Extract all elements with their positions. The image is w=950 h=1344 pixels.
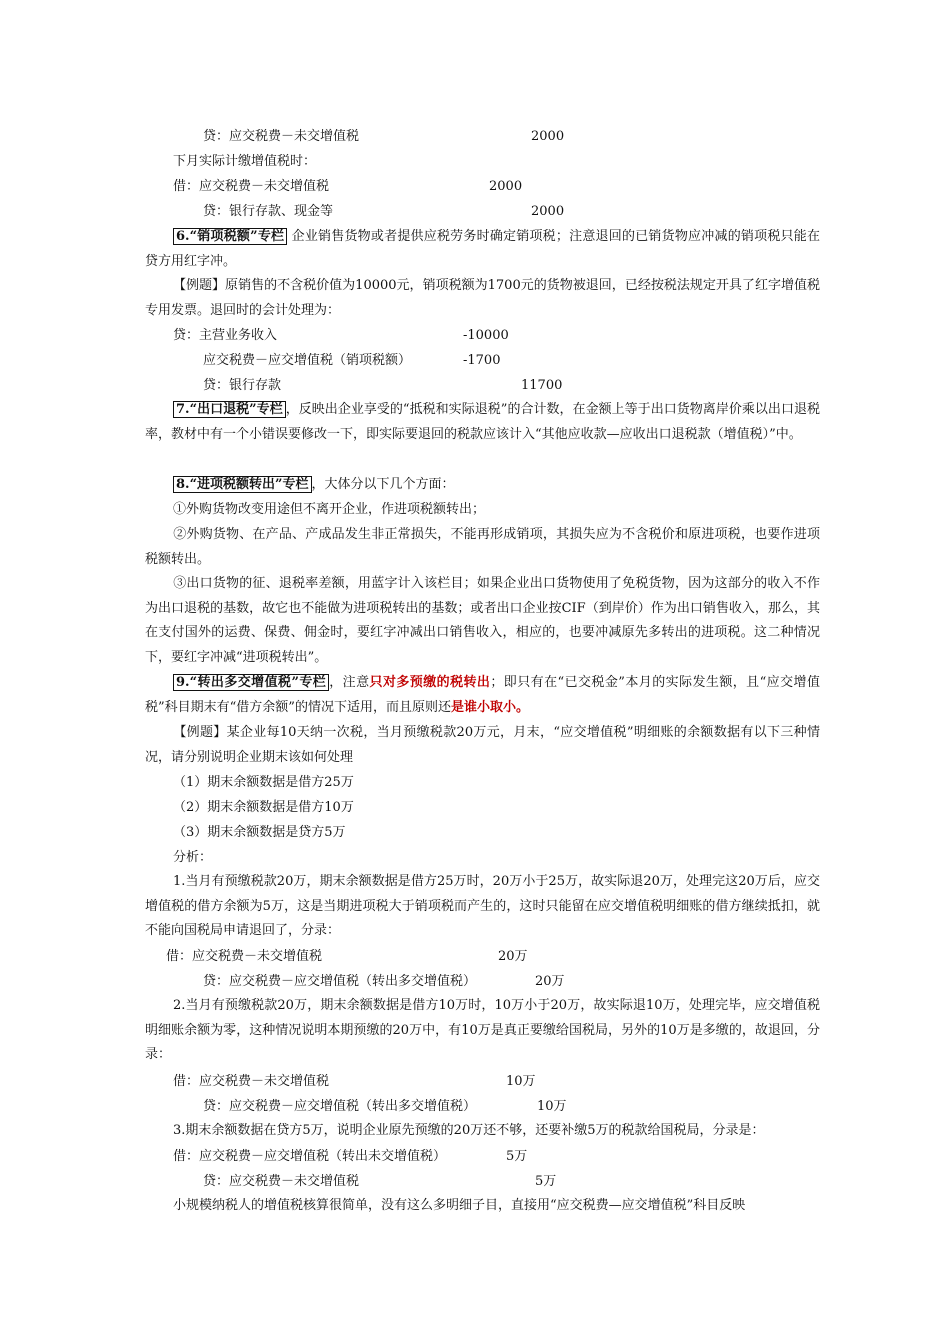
case-item: （3）期末余额数据是贷方5万 [173, 825, 346, 840]
point-text: ③出口货物的征、退税率差额，用蓝字计入该栏目；如果企业出口货物使用了免税货物，因为这部分的收入不作为出口退税的基数，故它也不能做为进项税转出的基数；或者出口企业按CIF（到岸价）作为出口销售收入，那么，其在支付国外的运费、保费、佣金时，要红字冲减出口销售收入，相应的，也要冲减原先多转出的进项税。这二种情况下，要红字冲减“进项税转出”。 [145, 576, 820, 665]
case-item: （2）期末余额数据是借方10万 [173, 800, 354, 815]
analysis-3-paragraph [145, 1119, 820, 1144]
entry-debit-line: 借：应交税费－未交增值税 [173, 179, 330, 194]
section-8-text: ，大体分以下几个方面： [311, 477, 455, 492]
entry-amount: 10万 [537, 1099, 567, 1114]
entry-credit-line: 贷：银行存款 [203, 378, 282, 393]
entry-credit-line: 贷：应交税费－应交增值税（转出多交增值税） [203, 1099, 477, 1114]
section-7-title: 7.“出口退税”专栏 [173, 401, 286, 418]
entry-amount: 20万 [498, 949, 528, 964]
point-text: ②外购货物、在产品、产成品发生非正常损失，不能再形成销项，其损失应为不含税价和原进项税，也要作进项税额转出。 [145, 527, 820, 567]
entry-amount: 2000 [531, 129, 565, 144]
section-7-text: ，反映出企业享受的“抵税和实际退税”的合计数，在金额上等于出口货物离岸价乘以出口退税率，教材中有一个小错误要修改一下，即实际要退回的税款应该计入“其他应收款—应收出口退税款（增值税）”中。 [145, 402, 820, 442]
section-9-text: ；即只有在“已交税金”本月的实际发生额，且“应交增值税”科目期末有“借方余额”的情况下适用，而且原则还 [145, 675, 820, 715]
entry-credit-line: 贷：应交税费－未交增值税 [203, 1174, 360, 1189]
analysis-1-paragraph [145, 870, 820, 944]
entry-debit-line: 借：应交税费－应交增值税（转出未交增值税） [173, 1149, 447, 1164]
example-2-paragraph [145, 721, 820, 770]
analysis-text: 1.当月有预缴税款20万，期末余额数据是借方25万时，20万小于25万，故实际退20万，处理完这20万后，应交增值税的借方余额为5万，这是当期进项税大于销项税而产生的，这时只能留在应交增值税明细账的借方继续抵扣，就不能向国税局申请退回了，分录： [145, 874, 820, 938]
example-2-text: 【例题】某企业每10天纳一次税，当月预缴税款20万元，月末，“应交增值税”明细账的余额数据有以下三种情况，请分别说明企业期末该如何处理 [145, 725, 820, 765]
section-6-paragraph [145, 225, 820, 274]
analysis-heading: 分析： [173, 850, 213, 865]
entry-line: 应交税费－应交增值税（销项税额） [203, 353, 412, 368]
entry-amount: 2000 [489, 179, 523, 194]
entry-credit-line: 贷：应交税费－应交增值税（转出多交增值税） [203, 974, 477, 989]
closing-paragraph [145, 1194, 820, 1219]
entry-credit-line: 贷：银行存款、现金等 [203, 204, 334, 219]
section-8-point-2 [145, 523, 820, 572]
analysis-text: 2.当月有预缴税款20万，期末余额数据是借方10万时，10万小于20万，故实际退10万，处理完毕，应交增值税明细账余额为零，这种情况说明本期预缴的20万中，有10万是真正要缴给国税局，另外的10万是多缴的，故退回，分录： [145, 998, 820, 1062]
closing-text: 小规模纳税人的增值税核算很简单，没有这么多明细子目，直接用“应交税费—应交增值税”科目反映 [173, 1198, 746, 1213]
entry-credit-line: 贷：应交税费－未交增值税 [203, 129, 360, 144]
example-1-paragraph [145, 274, 820, 323]
entry-amount: 10万 [506, 1074, 536, 1089]
section-9-title: 9.“转出多交增值税”专栏 [173, 674, 329, 691]
entry-amount: -1700 [463, 353, 501, 368]
section-8-title: 8.“进项税额转出”专栏 [173, 476, 312, 493]
example-1-text: 【例题】原销售的不含税价值为10000元，销项税额为1700元的货物被退回，已经按税法规定开具了红字增值税专用发票。退回时的会计处理为： [145, 278, 820, 318]
section-6-title: 6.“销项税额”专栏 [173, 228, 287, 245]
case-item: （1）期末余额数据是借方25万 [173, 775, 354, 790]
entry-debit-line: 借：应交税费－未交增值税 [166, 949, 323, 964]
section-8-point-3 [145, 572, 820, 670]
entry-amount: 11700 [521, 378, 563, 393]
section-9-paragraph [145, 671, 820, 720]
entry-credit-line: 贷：主营业务收入 [173, 328, 278, 343]
analysis-2-paragraph [145, 994, 820, 1068]
highlight-text: 只对多预缴的税转出 [369, 675, 491, 690]
text-line: 下月实际计缴增值税时： [173, 154, 317, 169]
section-8-point-1 [145, 498, 820, 523]
section-6-text: 企业销售货物或者提供应税劳务时确定销项税；注意退回的已销货物应冲减的销项税只能在贷方用红字冲。 [145, 229, 820, 269]
entry-debit-line: 借：应交税费－未交增值税 [173, 1074, 330, 1089]
section-9-text: ，注意 [329, 675, 370, 690]
entry-amount: 5万 [535, 1174, 557, 1189]
entry-amount: 2000 [531, 204, 565, 219]
section-8-paragraph [145, 473, 820, 498]
point-text: ①外购货物改变用途但不离开企业，作进项税额转出； [173, 502, 486, 517]
entry-amount: -10000 [463, 328, 509, 343]
entry-amount: 5万 [506, 1149, 528, 1164]
highlight-text: 是谁小取小。 [450, 699, 529, 715]
section-7-paragraph [145, 398, 820, 447]
analysis-text: 3.期末余额数据在贷方5万，说明企业原先预缴的20万还不够，还要补缴5万的税款给国税局，分录是： [173, 1123, 765, 1138]
entry-amount: 20万 [535, 974, 565, 989]
